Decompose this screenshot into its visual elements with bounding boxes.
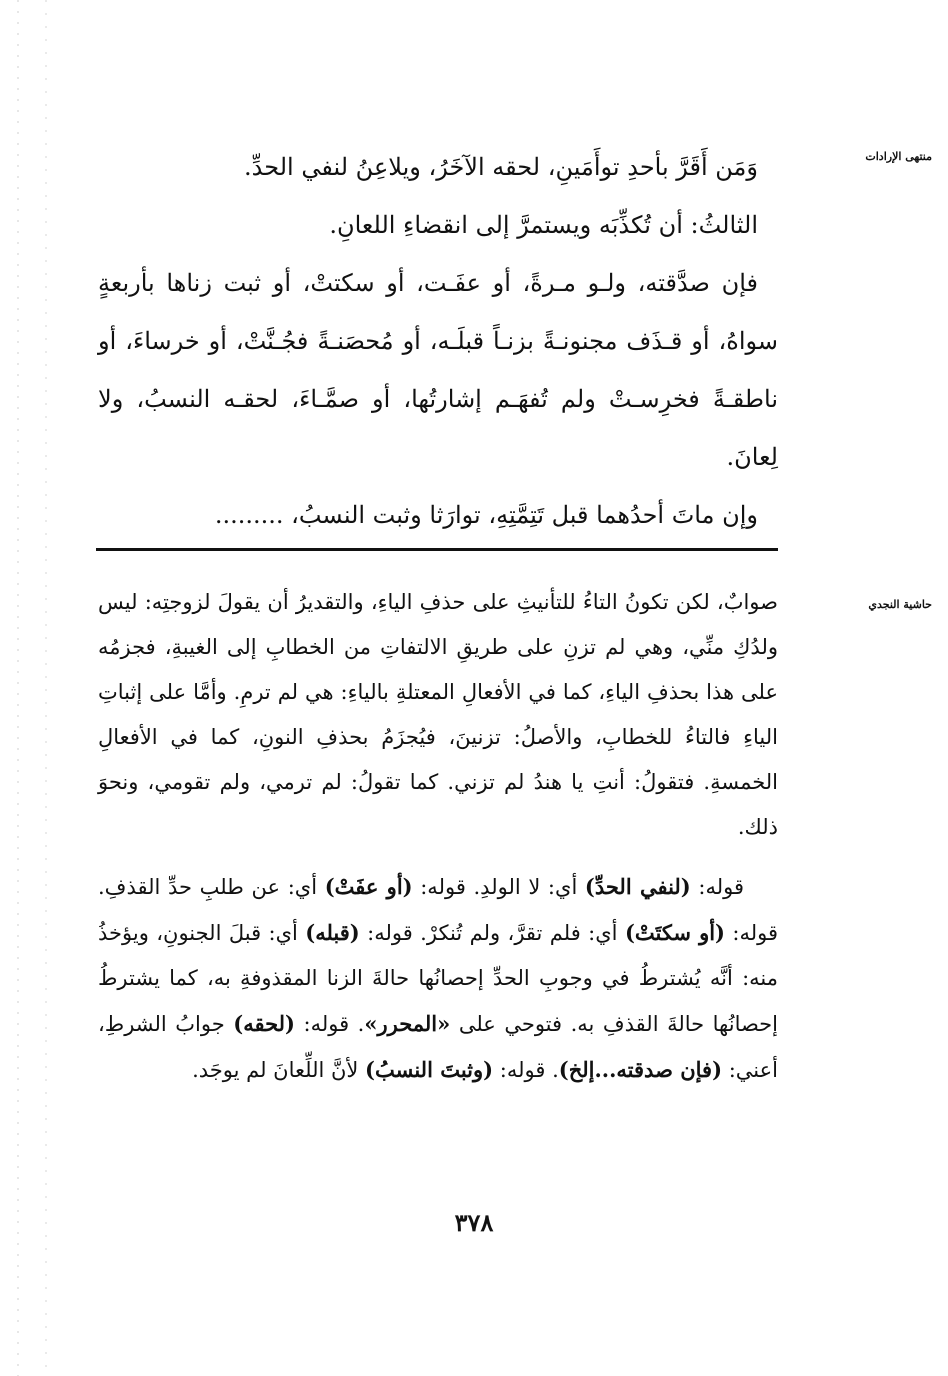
- footnote-text-run: أي: لا الولدِ. قوله:: [412, 875, 585, 899]
- footnote-text-run: . قوله:: [294, 1012, 365, 1036]
- footnote-text-run: لأنَّ اللِّعانَ لم يوجَد.: [192, 1058, 366, 1082]
- scan-edge-marks: [0, 0, 60, 1376]
- footnote-quote: (قبله): [305, 920, 360, 945]
- main-paragraph-3: فإن صدَّقته، ولـو مـرةً، أو عفَـت، أو سكتتْ، أو ثبت زناها بأربعةٍ سواهُ، أو قـذَف مجنونـةً بزنـاً قبلَـه، أو مُحصَنـةً فجُـنَّتْ، أو خرساءَ، أو ناطقـةً فخرِسـتْ ولم تُفهَـم إشارتُها، أو صمَّـاءَ، لحقـه النسبُ، ولا لِعانَ.: [98, 269, 779, 471]
- footnote-text-run: . قوله:: [493, 1058, 559, 1082]
- footnote-separator: [96, 548, 778, 551]
- main-line-1: وَمَن أَقَرَّ بأحدِ توأَمَينِ، لحقه الآخَرُ، ويلاعِنُ لنفي الحدِّ.: [244, 153, 758, 181]
- footnote-text-run: أي: فلم تقرَّ، ولم تُنكرْ. قوله:: [359, 921, 625, 945]
- main-line-4: وإن ماتَ أحدُهما قبل تَتِمَّتِهِ، توارَثا وثبت النسبُ، .........: [214, 501, 758, 529]
- footnote-quote: (وثبتَ النسبُ): [365, 1057, 494, 1082]
- page-number: ٣٧٨: [454, 1208, 494, 1237]
- footnote-paragraph-2: [98, 864, 778, 1093]
- side-label-main: منتهى الإرادات: [865, 150, 932, 163]
- footnote-quote: «المحرر»: [364, 1011, 451, 1036]
- main-text: [98, 138, 778, 544]
- footnote-text-run: أي: قبلَ الجنونِ، ويؤخذُ منه: أنَّه يُشترطُ في وجوبِ الحدِّ إحصانُها حالةَ الزنا المقذوفةِ به، كما يشترطُ إحصانُها حالةَ القذفِ به. فتوحي على: [98, 921, 778, 1036]
- footnote-quote: (فإن صدقته...إلخ): [558, 1057, 723, 1082]
- main-line-2: الثالثُ: أن تُكذِّبَه ويستمرَّ إلى انقضاءِ اللعانِ.: [329, 211, 758, 239]
- footnote-quote: (أو سكتَتْ): [624, 920, 725, 945]
- footnote-text: [98, 580, 778, 1093]
- footnote-text-run: قوله:: [690, 875, 745, 899]
- footnote-text-run: جوابُ الشرطِ، أعني:: [98, 1012, 778, 1082]
- footnote-quote: (لنفي الحدِّ): [584, 874, 691, 899]
- footnote-quote: (أو عفَتْ): [324, 874, 413, 899]
- footnote-quote: (لحقه): [233, 1011, 295, 1036]
- footnote-text-run: أي: عن طلبِ حدِّ القذفِ. قوله:: [98, 875, 779, 945]
- footnote-paragraph-1: صوابٌ، لكن تكونُ التاءُ للتأنيثِ على حذفِ الياءِ، والتقديرُ أن يقولَ لزوجتِه: ليس ولدُكِ منِّي، وهي لم تزنِ على طريقِ الالتفاتِ من الخطابِ إلى الغيبةِ، فجزمُه على هذا بحذفِ الياءِ، كما في الأفعالِ المعتلةِ بالياءِ: هي لم ترمِ. وأمَّا على إثباتِ الياءِ فالتاءُ للخطابِ، والأصلُ: تزنينَ، فيُجزَمُ بحذفِ النونِ، كما في الأفعالِ الخمسةِ. فتقولُ: أنتِ يا هندُ لم تزني. كما تقولُ: لم ترمي، ولم تقومي، ونحوَ ذلك.: [98, 590, 778, 839]
- side-label-footnote: حاشية النجدي: [868, 598, 932, 611]
